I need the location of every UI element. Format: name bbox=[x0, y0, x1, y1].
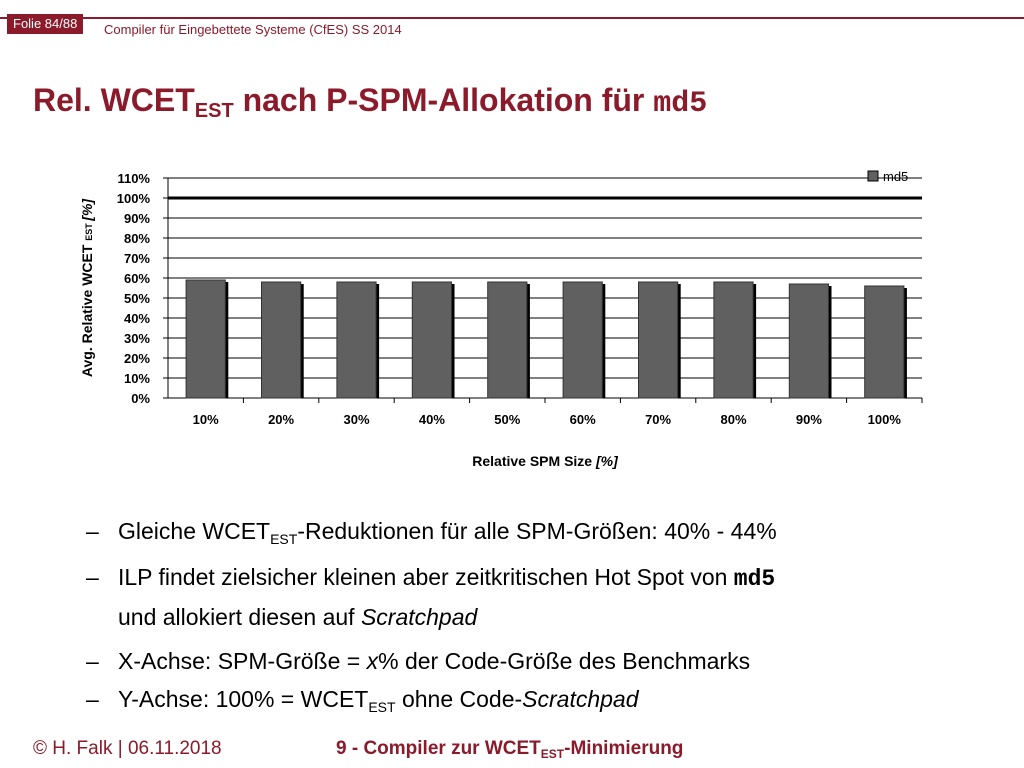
title-middle: nach P-SPM-Allokation für bbox=[233, 82, 654, 118]
y-tick-label: 90% bbox=[123, 211, 150, 226]
bullet-item bbox=[86, 680, 1006, 726]
bullet-text: ILP findet zielsicher kleinen aber zeitkritischen Hot Spot von bbox=[118, 564, 734, 590]
bullet-text: Gleiche WCET bbox=[118, 518, 271, 544]
bullet-emphasis: x bbox=[366, 648, 379, 674]
footer-chapter-subscript: EST bbox=[540, 747, 565, 761]
bullet-emphasis: Scratchpad bbox=[522, 686, 639, 712]
x-tick-label: 80% bbox=[720, 412, 747, 427]
bullet-text: % der Code-Größe des Benchmarks bbox=[378, 648, 751, 674]
x-tick-label: 90% bbox=[795, 412, 822, 427]
x-tick-label: 100% bbox=[867, 412, 901, 427]
footer-chapter bbox=[336, 738, 683, 761]
legend-label: md5 bbox=[883, 169, 909, 184]
bar-chart bbox=[70, 160, 950, 480]
y-tick-label: 10% bbox=[123, 371, 150, 386]
footer-chapter-text: -Minimierung bbox=[564, 738, 684, 759]
y-tick-label: 30% bbox=[123, 331, 150, 346]
x-tick-label: 50% bbox=[494, 412, 521, 427]
bar bbox=[865, 286, 904, 398]
y-tick-label: 0% bbox=[131, 391, 150, 406]
title-code: md5 bbox=[653, 87, 708, 121]
course-title: Compiler für Eingebettete Systeme (CfES) SS 2014 bbox=[104, 22, 402, 37]
bullet-dash: – bbox=[86, 564, 99, 590]
legend-swatch bbox=[868, 171, 878, 181]
header-bar bbox=[0, 0, 1024, 40]
x-tick-label: 70% bbox=[645, 412, 672, 427]
footer-author-date: © H. Falk | 06.11.2018 bbox=[33, 738, 222, 759]
bar bbox=[337, 282, 376, 398]
x-tick-label: 30% bbox=[343, 412, 370, 427]
bar bbox=[563, 282, 602, 398]
title-main: Rel. WCET bbox=[33, 82, 195, 118]
bar bbox=[638, 282, 677, 398]
x-axis-label: Relative SPM Size [%] bbox=[472, 453, 618, 469]
bullet-subscript: EST bbox=[270, 531, 298, 547]
bullet-dash: – bbox=[86, 518, 99, 544]
title-subscript: EST bbox=[194, 100, 234, 122]
x-tick-label: 10% bbox=[192, 412, 219, 427]
y-tick-label: 70% bbox=[123, 251, 150, 266]
bullet-item bbox=[86, 512, 1006, 558]
bullet-item bbox=[86, 558, 1006, 636]
slide-title bbox=[33, 82, 707, 123]
y-tick-label: 80% bbox=[123, 231, 150, 246]
bullet-text: Y-Achse: 100% = WCET bbox=[118, 686, 369, 712]
y-tick-label: 40% bbox=[123, 311, 150, 326]
bar bbox=[186, 280, 225, 398]
bullet-text: -Reduktionen für alle SPM-Größen: 40% - 44% bbox=[297, 518, 777, 544]
bullet-subscript: EST bbox=[368, 699, 396, 715]
bullet-text: X-Achse: SPM-Größe = bbox=[118, 648, 367, 674]
bullet-dash: – bbox=[86, 686, 99, 712]
bullet-dash: – bbox=[86, 648, 99, 674]
bullet-text: ohne Code- bbox=[395, 686, 523, 712]
bullet-list bbox=[86, 512, 1006, 726]
bullet-item bbox=[86, 642, 1006, 680]
footer-chapter-text: 9 - Compiler zur WCET bbox=[336, 738, 541, 759]
bar bbox=[714, 282, 753, 398]
y-tick-label: 60% bbox=[123, 271, 150, 286]
x-tick-label: 40% bbox=[418, 412, 445, 427]
x-tick-label: 60% bbox=[569, 412, 596, 427]
y-tick-label: 20% bbox=[123, 351, 150, 366]
bar bbox=[789, 284, 828, 398]
y-tick-label: 110% bbox=[117, 171, 150, 186]
chart-svg bbox=[70, 160, 950, 480]
bullet-emphasis: Scratchpad bbox=[360, 604, 478, 630]
bullet-text: und allokiert diesen auf bbox=[118, 604, 361, 630]
bar bbox=[412, 282, 451, 398]
y-axis-label: Avg. Relative WCET EST [%] bbox=[79, 198, 95, 378]
header-rule bbox=[0, 17, 1024, 19]
bullet-code: md5 bbox=[733, 566, 776, 592]
x-tick-label: 20% bbox=[268, 412, 295, 427]
slide-number-badge: Folie 84/88 bbox=[7, 14, 83, 34]
y-tick-label: 50% bbox=[123, 291, 150, 306]
bar bbox=[488, 282, 527, 398]
bar bbox=[261, 282, 300, 398]
y-tick-label: 100% bbox=[116, 191, 150, 206]
